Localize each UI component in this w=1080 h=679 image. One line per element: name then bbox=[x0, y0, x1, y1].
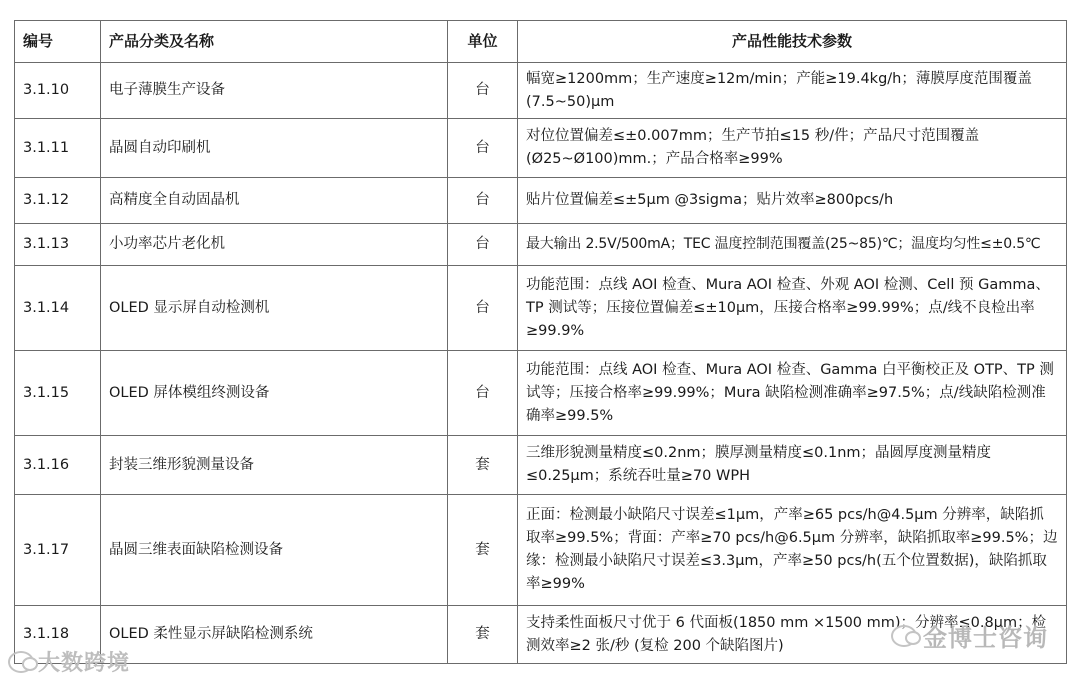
table-row bbox=[15, 119, 1067, 178]
cell-name: OLED 显示屏自动检测机 bbox=[101, 266, 448, 351]
watermark-left-text: 大数跨境 bbox=[38, 651, 131, 676]
cell-spec: 对位位置偏差≤±0.007mm；生产节拍≤15 秒/件；产品尺寸范围覆盖(Ø25~Ø100)mm.；产品合格率≥99% bbox=[518, 119, 1067, 178]
cell-name: 晶圆三维表面缺陷检测设备 bbox=[101, 495, 448, 606]
cell-spec: 三维形貌测量精度≤0.2nm；膜厚测量精度≤0.1nm；晶圆厚度测量精度≤0.25μm；系统吞吐量≥70 WPH bbox=[518, 436, 1067, 495]
cell-code: 3.1.14 bbox=[15, 266, 101, 351]
watermark-right-text: 金博士咨询 bbox=[923, 624, 1048, 652]
cell-name: 小功率芯片老化机 bbox=[101, 224, 448, 266]
cell-unit: 台 bbox=[448, 351, 518, 436]
cell-name: 电子薄膜生产设备 bbox=[101, 63, 448, 119]
chat-bubble-icon bbox=[8, 651, 34, 673]
cell-unit: 套 bbox=[448, 606, 518, 664]
cell-unit: 台 bbox=[448, 63, 518, 119]
watermark-left bbox=[8, 646, 130, 677]
table-row bbox=[15, 266, 1067, 351]
cell-name: OLED 柔性显示屏缺陷检测系统 bbox=[101, 606, 448, 664]
cell-name: 高精度全自动固晶机 bbox=[101, 178, 448, 224]
header-code: 编号 bbox=[15, 21, 101, 63]
cell-code: 3.1.17 bbox=[15, 495, 101, 606]
product-spec-table bbox=[14, 20, 1067, 664]
cell-spec: 功能范围：点线 AOI 检查、Mura AOI 检查、外观 AOI 检测、Cell 预 Gamma、TP 测试等；压接位置偏差≤±10μm，压接合格率≥99.99%；点/线不良检出率≥99.9% bbox=[518, 266, 1067, 351]
cell-name: 封装三维形貌测量设备 bbox=[101, 436, 448, 495]
table-header-row bbox=[15, 21, 1067, 63]
table-row bbox=[15, 495, 1067, 606]
table-row bbox=[15, 351, 1067, 436]
cell-code: 3.1.16 bbox=[15, 436, 101, 495]
table-row bbox=[15, 63, 1067, 119]
wechat-icon bbox=[891, 625, 917, 647]
cell-unit: 台 bbox=[448, 119, 518, 178]
table-row bbox=[15, 436, 1067, 495]
cell-spec: 最大输出 2.5V/500mA；TEC 温度控制范围覆盖(25~85)℃；温度均匀性≤±0.5℃ bbox=[518, 224, 1067, 266]
cell-code: 3.1.10 bbox=[15, 63, 101, 119]
cell-unit: 台 bbox=[448, 266, 518, 351]
cell-code: 3.1.11 bbox=[15, 119, 101, 178]
cell-unit: 台 bbox=[448, 178, 518, 224]
cell-spec: 贴片位置偏差≤±5μm @3sigma；贴片效率≥800pcs/h bbox=[518, 178, 1067, 224]
table-row bbox=[15, 178, 1067, 224]
cell-spec: 正面：检测最小缺陷尺寸误差≤1μm，产率≥65 pcs/h@4.5μm 分辨率，缺陷抓取率≥99.5%；背面：产率≥70 pcs/h@6.5μm 分辨率，缺陷抓取率≥99.5%；边缘：检测最小缺陷尺寸误差≤3.3μm，产率≥50 pcs/h(五个位置数据)，缺陷抓取率≥99% bbox=[518, 495, 1067, 606]
cell-code: 3.1.15 bbox=[15, 351, 101, 436]
cell-unit: 套 bbox=[448, 495, 518, 606]
header-spec: 产品性能技术参数 bbox=[518, 21, 1067, 63]
cell-unit: 台 bbox=[448, 224, 518, 266]
watermark-right bbox=[891, 618, 1048, 653]
cell-code: 3.1.18 bbox=[15, 606, 101, 664]
cell-code: 3.1.12 bbox=[15, 178, 101, 224]
cell-spec: 功能范围：点线 AOI 检查、Mura AOI 检查、Gamma 白平衡校正及 OTP、TP 测试等；压接合格率≥99.99%；Mura 缺陷检测准确率≥97.5%；点/线缺陷检测准确率≥99.5% bbox=[518, 351, 1067, 436]
cell-unit: 套 bbox=[448, 436, 518, 495]
cell-code: 3.1.13 bbox=[15, 224, 101, 266]
header-unit: 单位 bbox=[448, 21, 518, 63]
cell-name: OLED 屏体模组终测设备 bbox=[101, 351, 448, 436]
cell-name: 晶圆自动印刷机 bbox=[101, 119, 448, 178]
table-row bbox=[15, 224, 1067, 266]
cell-spec: 幅宽≥1200mm；生产速度≥12m/min；产能≥19.4kg/h；薄膜厚度范围覆盖(7.5~50)μm bbox=[518, 63, 1067, 119]
header-name: 产品分类及名称 bbox=[101, 21, 448, 63]
cell-spec: 支持柔性面板尺寸优于 6 代面板(1850 mm ×1500 mm)；分辨率≤0.8μm；检测效率≥2 张/秒 (复检 200 个缺陷图片) bbox=[518, 606, 1067, 664]
